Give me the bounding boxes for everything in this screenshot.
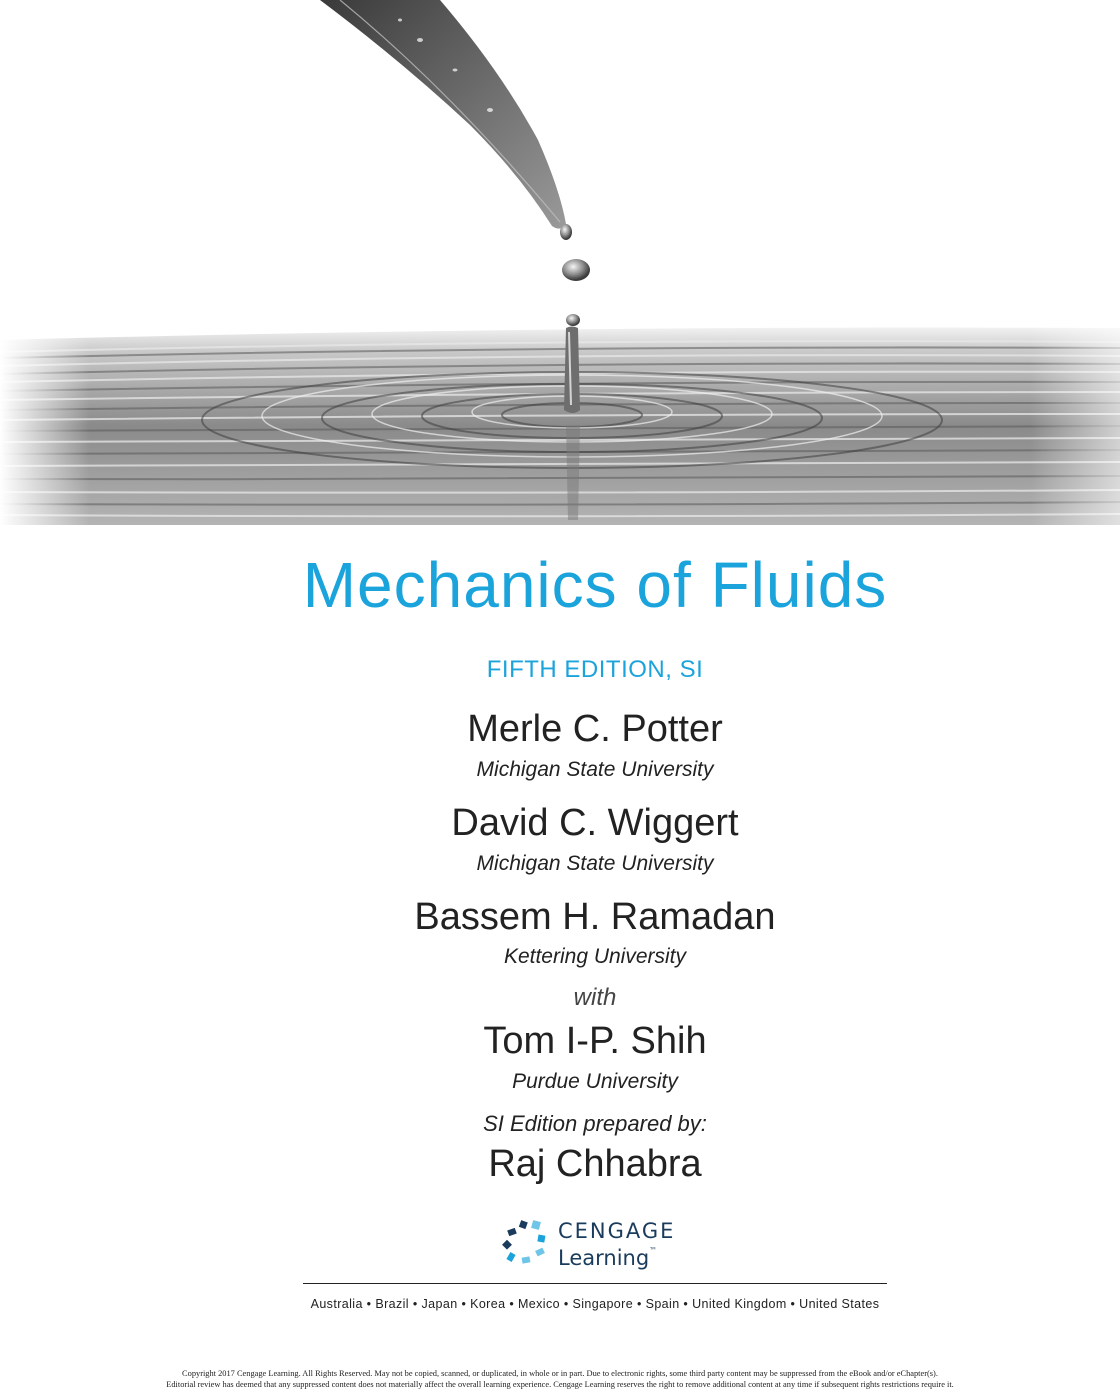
book-title: Mechanics of Fluids xyxy=(302,549,888,621)
copyright-line-1: Copyright 2017 Cengage Learning. All Rights Reserved. May not be copied, scanned, or duplicated, in whole or in part. Due to electronic rights, some third party content may be suppressed from the eBook and/or eChapter(s). xyxy=(182,1369,938,1378)
author-name: Bassem H. Ramadan xyxy=(414,896,776,938)
author-affiliation: Michigan State University xyxy=(476,852,714,875)
si-edition-prepared-label: SI Edition prepared by: xyxy=(483,1111,707,1136)
copyright-notice xyxy=(0,1369,1120,1390)
copyright-line-2: Editorial review has deemed that any suppressed content does not materially affect the overall learning experience. Cengage Learning reserves the right to remove additional content at any time if subsequent rights restrictions require it. xyxy=(166,1379,954,1389)
logo-text-cengage: CENGAGE xyxy=(558,1219,676,1243)
author-name: David C. Wiggert xyxy=(451,802,739,844)
author-affiliation: Kettering University xyxy=(503,945,687,968)
si-preparer-name: Raj Chhabra xyxy=(488,1143,702,1185)
cengage-mark-icon xyxy=(500,1219,560,1279)
author-name: Tom I-P. Shih xyxy=(483,1020,707,1062)
with-label: with xyxy=(573,984,617,1011)
publisher-locations: Australia • Brazil • Japan • Korea • Mexico • Singapore • Spain • United Kingdom • United States xyxy=(310,1297,880,1311)
logo-learning-word: Learning xyxy=(558,1246,650,1270)
cengage-learning-logo xyxy=(500,1215,700,1279)
cover-photo-leaf-water-drop xyxy=(0,0,1120,525)
trademark-symbol: ™ xyxy=(649,1246,658,1255)
author-affiliation: Purdue University xyxy=(512,1070,678,1093)
logo-text-learning xyxy=(558,1246,657,1270)
edition-label: FIFTH EDITION, SI xyxy=(486,656,704,683)
horizontal-rule xyxy=(303,1283,887,1284)
author-name: Merle C. Potter xyxy=(467,708,723,750)
author-affiliation: Michigan State University xyxy=(476,758,714,781)
